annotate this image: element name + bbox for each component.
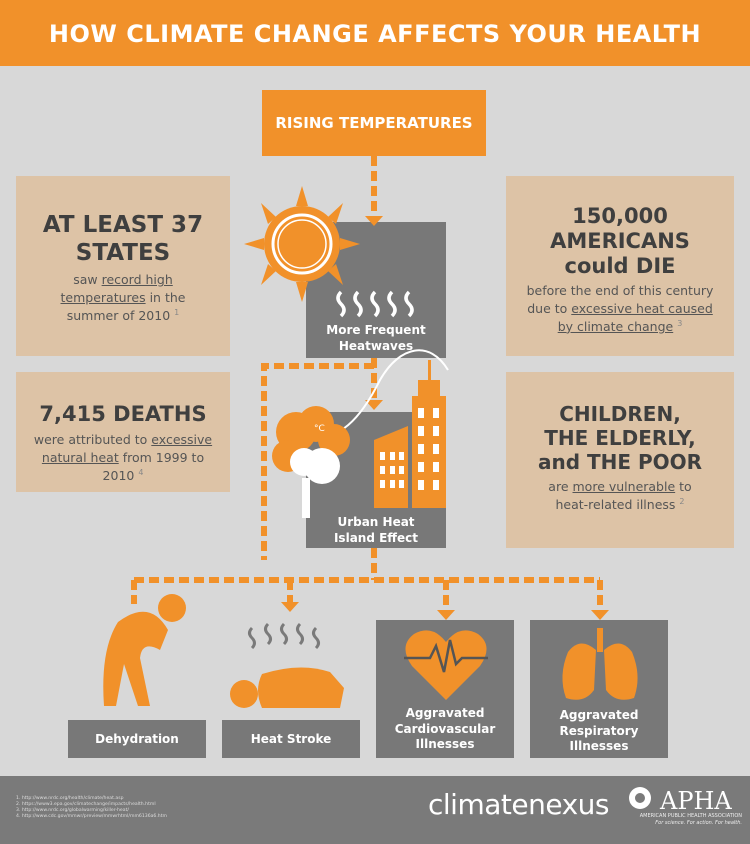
reference-item[interactable]: 4. http://www.cdc.gov/mmwr/preview/mmwrhtml/mm6136a6.htm [16,814,167,819]
buildings-icon [374,360,446,508]
reference-item[interactable]: 2. https://www3.epa.gov/climatechange/impacts/health.html [16,802,156,807]
urban-heat-label: Urban Heat Island Effect [333,515,419,546]
outcome-dehydration-label: Dehydration [95,732,179,746]
apha-subtitle [622,813,742,827]
heat-stroke-figure-icon [230,624,344,708]
stat-states-headline: AT LEAST 37 STATES [42,212,204,266]
outcome-respiratory-label: Aggravated Respiratory Illnesses [559,708,639,754]
dehydration-figure-icon [103,594,186,706]
stat-deaths-headline: 7,415 DEATHS [39,402,207,426]
degree-label: °C [314,424,325,434]
stat-states-text: saw record high temperatures in the summer of 2010 $^1$ [60,272,186,324]
stat-americans-die: could DIE [564,254,676,279]
page-title: HOW CLIMATE CHANGE AFFECTS YOUR HEALTH [48,20,702,48]
stat-vulnerable-line1: CHILDREN, [559,402,681,426]
stat-vulnerable-line3: and THE POOR [537,450,703,474]
climatenexus-logo[interactable]: climatenexus [428,788,609,821]
reference-item[interactable]: 1. http://www.nrdc.org/health/climate/heat.asp [16,796,124,801]
heart-icon [404,630,488,700]
apha-logo[interactable]: APHA [660,787,732,815]
heatwaves-label: More Frequent Heatwaves [326,323,426,354]
apha-tagline: For science. For action. For health. [655,820,742,826]
lungs-icon [562,628,637,700]
tree-icon [272,406,350,518]
stat-vulnerable-line2: THE ELDERLY, [544,426,696,450]
stat-deaths-text: were attributed to excessive natural heat from 1999 to 2010 $^4$ [33,432,213,484]
stat-vulnerable-text: are more vulnerable to heat-related illness $^2$ [548,479,692,513]
rising-temperatures-box: RISING TEMPERATURES [262,90,486,156]
sun-icon [244,186,360,302]
outcome-cardio-label: Aggravated Cardiovascular Illnesses [394,706,496,752]
stat-americans-number: 150,000 [572,204,668,228]
stat-americans-word: AMERICANS [550,229,690,254]
outcome-heatstroke-label: Heat Stroke [250,732,332,746]
apha-name: AMERICAN PUBLIC HEALTH ASSOCIATION [639,813,742,819]
heat-waves-icon [338,292,412,316]
stat-americans-text: before the end of this century due to excessive heat caused by climate change $^3$ [526,282,714,334]
reference-item[interactable]: 3. http://www.nrdc.org/globalwarming/killer-heat/ [16,808,129,813]
references-list [16,796,167,820]
